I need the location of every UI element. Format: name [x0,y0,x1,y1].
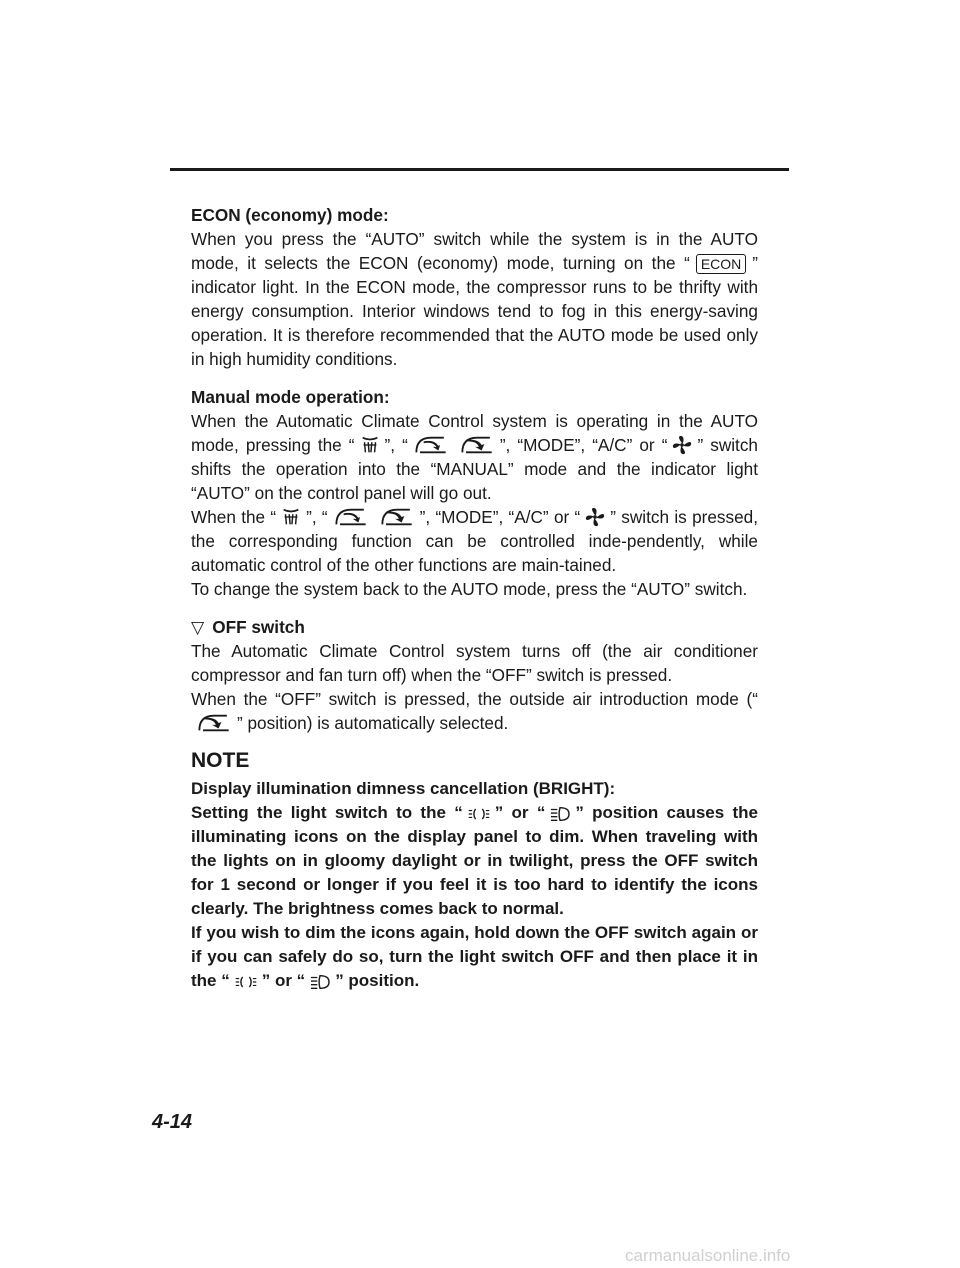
manual-text-b: ”, “ [384,435,408,455]
note-block [191,749,758,993]
note-text-2b: ” or “ [261,971,306,990]
note-text-2a: If you wish to dim the icons again, hold down the OFF switch again or if you can safely do so, turn the light switch OFF and then place it in the “ [191,923,758,990]
manual-text-c: ”, “MODE”, “A/C” or “ [499,435,668,455]
off-switch-paragraph-2 [191,687,758,735]
note-text-1a: Setting the light switch to the “ [191,803,463,822]
recirculation-icon [412,434,450,456]
off-text-2b: ” position) is automatically selected. [237,713,509,733]
econ-mode-paragraph [191,203,758,371]
manual-mode-heading: Manual mode operation: [191,387,390,407]
off-text-2a: When the “OFF” switch is pressed, the outside air introduction mode (“ [191,689,758,709]
outside-air-icon [458,434,496,456]
off-switch-heading [191,615,758,639]
headlight-icon [309,973,331,991]
note-paragraph-2 [191,921,758,993]
header-rule [170,168,789,171]
triangle-marker: ▽ [191,617,205,637]
fan-icon [671,434,693,456]
manual2-text-d: ” switch is pressed, the corresponding function can be controlled inde-pendently, while automatic control of the other functions are main-tained. [191,507,758,575]
note-paragraph-1 [191,777,758,921]
note-text-2c: ” position. [335,971,420,990]
defrost-icon [359,434,381,456]
note-text-1b: ” or “ [494,803,546,822]
econ-mode-heading: ECON (economy) mode: [191,205,389,225]
manual2-text-a: When the “ [191,507,277,527]
watermark: carmanualsonline.info [625,1246,791,1265]
off-switch-heading-text: OFF switch [212,617,305,637]
manual-text-d: ” switch shifts the operation into the “MANUAL” mode and the indicator light “AUTO” on the control panel will go out. [191,435,758,503]
headlight-icon [549,805,571,823]
page-content [191,203,758,993]
off-text-1: The Automatic Climate Control system turns off (the air conditioner compressor and fan turn off) when the “OFF” switch is pressed. [191,641,758,685]
parking-light-icon [467,805,491,823]
page-number: 4-14 [152,1111,193,1133]
note-title: NOTE [191,749,250,772]
manual-mode-paragraph-3: To change the system back to the AUTO mode, press the “AUTO” switch. [191,579,748,599]
manual2-text-b: ”, “ [306,507,328,527]
outside-air-icon [195,712,233,734]
manual-mode-paragraph-1 [191,385,758,505]
note-heading: Display illumination dimness cancellation (BRIGHT): [191,779,616,798]
econ-text-1: When you press the “AUTO” switch while the system is in the AUTO mode, it selects the ECON (economy) mode, turning on the “ [191,229,758,273]
fan-icon [584,506,606,528]
manual2-text-c: ”, “MODE”, “A/C” or “ [419,507,581,527]
parking-light-icon [234,973,258,991]
econ-indicator-icon: ECON [696,254,746,274]
note-text-1c: ” position causes the illuminating icons on the display panel to dim. When traveling with the lights on in gloomy daylight or in twilight, press the OFF switch for 1 second or longer if you feel it is too hard to identify the icons clearly. The brightness comes back to normal. [191,803,758,918]
econ-text-2: ” indicator light. In the ECON mode, the compressor runs to be thrifty with energy consumption. Interior windows tend to fog in this energy-saving operation. It is therefore recommended that the AUTO mode be used only in high humidity conditions. [191,253,758,369]
recirculation-icon [332,506,370,528]
off-switch-paragraph-1 [191,615,758,687]
manual-mode-paragraph-2 [191,505,758,577]
outside-air-icon [378,506,416,528]
manual-text-a: When the Automatic Climate Control system is operating in the AUTO mode, pressing the “ [191,411,758,455]
defrost-icon [280,506,302,528]
